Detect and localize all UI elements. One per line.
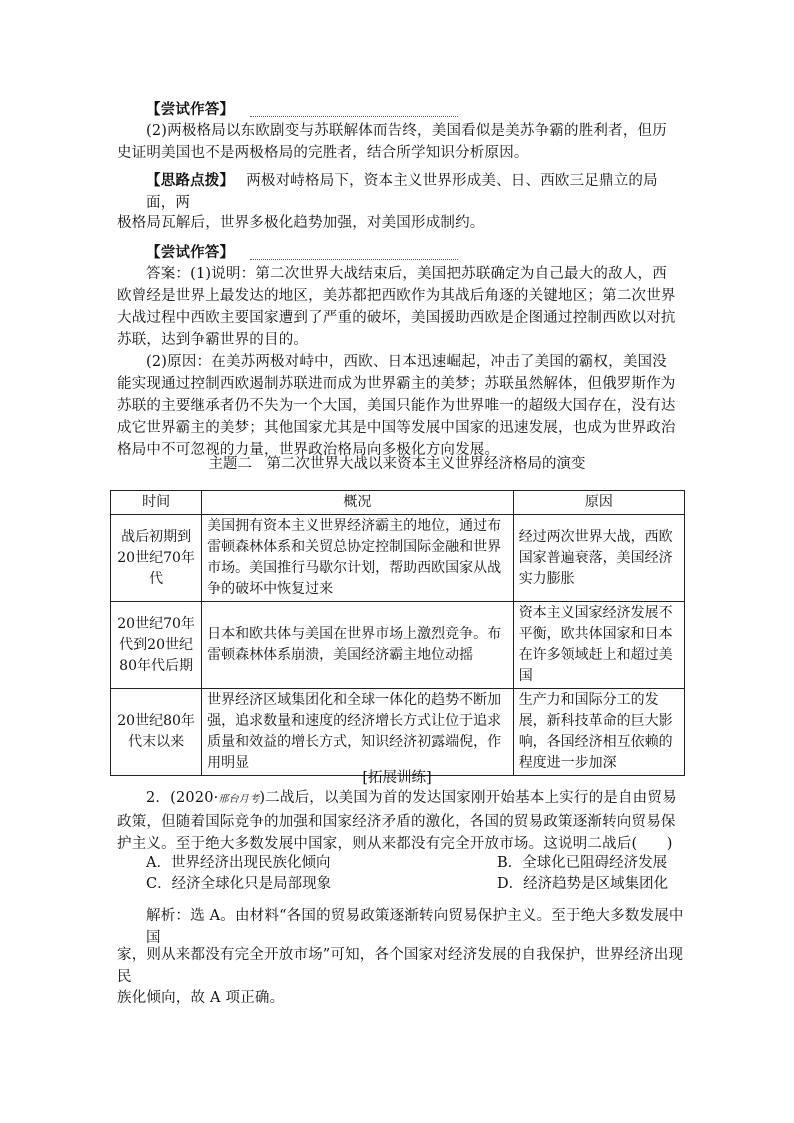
table-row: [111, 689, 685, 776]
option-c[interactable]: C．经济全球化只是局部现象: [146, 876, 332, 892]
header-overview: 概况: [202, 491, 514, 515]
question-number: 2．(2020·: [146, 790, 219, 806]
question-body: )二战后，以美国为首的发达国家刚开始基本上实行的是自由贸易政策，但随着国际竞争的加强和国家经济矛盾的激化，各国的贸易政策逐渐转向贸易保护主义。至于绝大多数发展中国家，则从来都没有完全开放市场。这说明二战后( ): [117, 790, 677, 852]
table-header-row: [111, 491, 685, 515]
economy-table: [110, 490, 685, 776]
analysis-line-2: 家，则从来都没有完全开放市场”可知，各个国家对经济发展的自我保护，世界经济出现民: [117, 947, 684, 985]
analysis-line-1: 解析：选 A。由材料“各国的贸易政策逐渐转向贸易保护主义。至于绝大多数发展中国: [146, 908, 684, 946]
cell-reason: 经过两次世界大战，西欧国家普遍衰落，美国经济实力膨胀: [513, 515, 684, 602]
table-row: [111, 515, 685, 602]
analysis-line-3: 族化倾向，故 A 项正确。: [117, 990, 285, 1006]
hint-line-1: [146, 170, 686, 214]
question-2: [117, 787, 677, 855]
answer-blank: [250, 104, 458, 117]
answer-part-1: 答案：(1)说明：第二次世界大战结束后，美国把苏联确定为自己最大的敌人，西欧曾经是世界上最发达的地区，美苏都把西欧作为其战后角逐的关键地区；第二次世界大战过程中西欧主要国家遭到了严重的破坏，美国援助西欧是企图通过控制西欧以对抗苏联，达到争霸世界的目的。: [117, 266, 676, 348]
hint-text: 两极对峙格局下，资本主义世界形成美、日、西欧三足鼎立的局面，两: [146, 173, 658, 211]
cell-time: 20世纪80年代末以来: [111, 689, 202, 776]
hint-line-2: 极格局瓦解后，世界多极化趋势加强，对美国形成制约。: [117, 215, 485, 231]
cell-overview: 美国拥有资本主义世界经济霸主的地位，通过布雷顿森林体系和关贸总协定控制国际金融和世界市场。美国推行马歇尔计划，帮助西欧国家从战争的破坏中恢复过来: [202, 515, 514, 602]
cell-time: 战后初期到20世纪70年代: [111, 515, 202, 602]
cell-reason: 资本主义国家经济发展不平衡，欧共体国家和日本在许多领域赶上和超过美国: [513, 602, 684, 689]
option-b[interactable]: B．全球化已阻碍经济发展: [497, 855, 668, 871]
cell-overview: 日本和欧共体与美国在世界市场上激烈竞争。布雷顿森林体系崩溃，美国经济霸主地位动摇: [202, 602, 514, 689]
table-row: [111, 602, 685, 689]
try-answer-label: 【尝试作答】: [146, 101, 235, 118]
option-a[interactable]: A．世界经济出现民族化倾向: [146, 855, 331, 871]
header-reason: 原因: [513, 491, 684, 515]
question-2-text: (2)两极格局以东欧剧变与苏联解体而告终，美国看似是美苏争霸的胜利者，但历史证明美国也不是两极格局的完胜者，结合所学知识分析原因。: [117, 123, 667, 161]
try-answer-line-1: [146, 99, 458, 121]
try-answer-line-2: [146, 242, 458, 264]
expand-training-label: [拓展训练]: [362, 770, 432, 786]
cell-time: 20世纪70年代到20世纪80年代后期: [111, 602, 202, 689]
hint-label: 【思路点拨】: [146, 172, 235, 189]
answer-part-2: (2)原因：在美苏两极对峙中，西欧、日本迅速崛起，冲击了美国的霸权，美国没能实现通过控制西欧遏制苏联进而成为世界霸主的美梦；苏联虽然解体，但俄罗斯作为苏联的主要继承者仍不失为一个大国，美国只能作为世界唯一的超级大国存在，没有达成它世界霸主的美梦；其他国家尤其是中国等发展中国家的迅速发展，也成为世界政治格局中不可忽视的力量，世界政治格局向多极化方向发展。: [117, 354, 676, 458]
question-source: 邢台月考: [218, 794, 260, 805]
cell-reason: 生产力和国际分工的发展，新科技革命的巨大影响，各国经济相互依赖的程度进一步加深: [513, 689, 684, 776]
try-answer-label-2: 【尝试作答】: [146, 244, 235, 261]
theme-title: 主题二 第二次世界大战以来资本主义世界经济格局的演变: [208, 456, 586, 472]
option-d[interactable]: D．经济趋势是区域集团化: [497, 876, 669, 892]
header-time: 时间: [111, 491, 202, 515]
cell-overview: 世界经济区域集团化和全球一体化的趋势不断加强，追求数量和速度的经济增长方式让位于追求质量和效益的增长方式，知识经济初露端倪，作用明显: [202, 689, 514, 776]
answer-blank-2: [250, 247, 458, 260]
